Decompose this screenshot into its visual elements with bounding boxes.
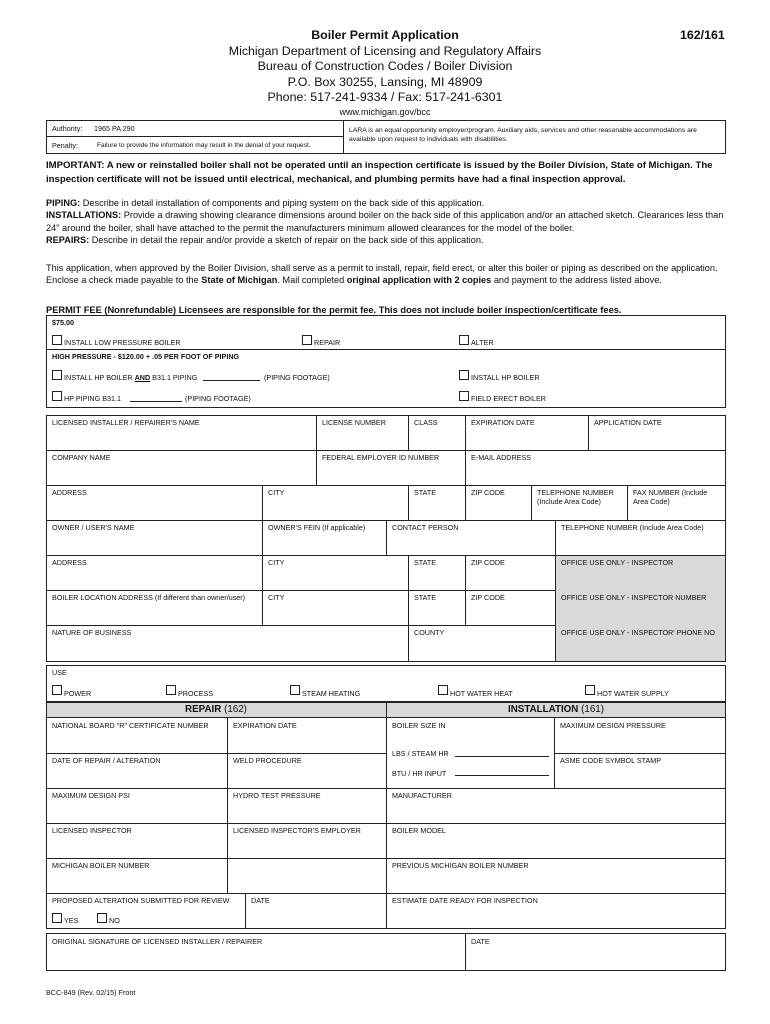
hydro-test-field[interactable]: HYDRO TEST PRESSURE	[233, 791, 321, 800]
proposed-yes-label: YES	[64, 916, 79, 925]
signature-date-field[interactable]: DATE	[471, 937, 490, 946]
btu-input-label: BTU / HR INPUT	[392, 769, 447, 778]
form-title: Boiler Permit Application	[311, 28, 459, 42]
application-date-field[interactable]: APPLICATION DATE	[594, 418, 662, 427]
hp-piping-label: HP PIPING B31.1	[64, 394, 121, 403]
repair-expiration-field[interactable]: EXPIRATION DATE	[233, 721, 297, 730]
install-low-label: INSTALL LOW PRESSURE BOILER	[64, 338, 181, 347]
company-name-field[interactable]: COMPANY NAME	[52, 453, 111, 462]
owner-city-field[interactable]: CITY	[268, 558, 285, 567]
authority-value: 1965 PA 290	[94, 124, 135, 133]
owner-zip-field[interactable]: ZIP CODE	[471, 558, 505, 567]
high-pressure-fee: HIGH PRESSURE - $120.00 + .05 PER FOOT OF PIPING	[52, 352, 240, 361]
owner-name-field[interactable]: OWNER / USER'S NAME	[52, 523, 135, 532]
max-design-pressure-field[interactable]: MAXIMUM DESIGN PRESSURE	[560, 721, 666, 730]
low-fee: $75.00	[52, 318, 74, 327]
install-hp-boiler-checkbox[interactable]	[459, 370, 469, 380]
permit-fee-heading: PERMIT FEE (Nonrefundable) Licensees are responsible for the permit fee. This does not include boiler inspection/certificate fees.	[46, 305, 622, 315]
lbs-steam-label: LBS / STEAM HR	[392, 749, 449, 758]
manufacturer-field[interactable]: MANUFACTURER	[392, 791, 452, 800]
license-number-field[interactable]: LICENSE NUMBER	[322, 418, 386, 427]
application-text: This application, when approved by the Boiler Division, shall serve as a permit to install, repair, field erect, or alter this boiler or piping as described on the application. Enclose a check made payable to the State of Michigan. Mail completed original application with 2 copies and payment to the address listed above.	[46, 263, 718, 286]
use-process-label: PROCESS	[178, 689, 214, 698]
location-zip-field[interactable]: ZIP CODE	[471, 593, 505, 602]
boiler-model-field[interactable]: BOILER MODEL	[392, 826, 446, 835]
max-design-psi-field[interactable]: MAXIMUM DESIGN PSI	[52, 791, 130, 800]
expiration-date-field[interactable]: EXPIRATION DATE	[471, 418, 535, 427]
hp-piping-checkbox[interactable]	[52, 391, 62, 401]
repair-checkbox[interactable]	[302, 335, 312, 345]
licensed-inspector-field[interactable]: LICENSED INSPECTOR	[52, 826, 132, 835]
office-use-area	[555, 556, 725, 661]
use-power-checkbox[interactable]	[52, 685, 62, 695]
city-field[interactable]: CITY	[268, 488, 285, 497]
hp-piping-footage-field[interactable]	[130, 394, 182, 402]
nb-certificate-field[interactable]: NATIONAL BOARD "R" CERTIFICATE NUMBER	[52, 721, 209, 730]
use-hot-water-supply-checkbox[interactable]	[585, 685, 595, 695]
boiler-location-field[interactable]: BOILER LOCATION ADDRESS (If different than owner/user)	[52, 593, 246, 602]
form-footer: BCC-849 (Rev. 02/15) Front	[46, 988, 136, 997]
proposed-no-label: NO	[109, 916, 120, 925]
penalty-value: Failure to provide the information may result in the denial of your request.	[97, 142, 311, 149]
proposed-no-checkbox[interactable]	[97, 913, 107, 923]
piping-footage-field[interactable]	[203, 373, 260, 381]
inspector-employer-field[interactable]: LICENSED INSPECTOR'S EMPLOYER	[233, 826, 361, 835]
use-hot-water-heat-label: HOT WATER HEAT	[450, 689, 513, 698]
piping-footage-label: (PIPING FOOTAGE)	[264, 373, 330, 382]
asme-stamp-field[interactable]: ASME CODE SYMBOL STAMP	[560, 756, 662, 765]
repair-label: REPAIR	[314, 338, 341, 347]
owner-address-field[interactable]: ADDRESS	[52, 558, 87, 567]
install-hp-piping-checkbox[interactable]	[52, 370, 62, 380]
address-field[interactable]: ADDRESS	[52, 488, 87, 497]
penalty-label: Penalty:	[52, 141, 78, 150]
install-low-checkbox[interactable]	[52, 335, 62, 345]
office-inspector: OFFICE USE ONLY - INSPECTOR	[561, 558, 674, 567]
btu-input-field[interactable]	[455, 767, 549, 776]
proposed-alteration-label: PROPOSED ALTERATION SUBMITTED FOR REVIEW	[52, 896, 230, 905]
hp-piping-footage-label: (PIPING FOOTAGE)	[185, 394, 251, 403]
zip-field[interactable]: ZIP CODE	[471, 488, 505, 497]
fax-field[interactable]: FAX NUMBER (Include Area Code)	[633, 488, 708, 506]
lara-notice: LARA is an equal opportunity employer/program. Auxiliary aids, services and other reasonable accommodations are available upon request to individuals with disabilities.	[349, 127, 697, 143]
nature-business-field[interactable]: NATURE OF BUSINESS	[52, 628, 132, 637]
installer-name-field[interactable]: LICENSED INSTALLER / REPAIRER'S NAME	[52, 418, 200, 427]
use-hot-water-supply-label: HOT WATER SUPPLY	[597, 689, 670, 698]
office-inspector-number: OFFICE USE ONLY - INSPECTOR NUMBER	[561, 593, 707, 602]
location-state-field[interactable]: STATE	[414, 593, 437, 602]
lbs-steam-field[interactable]	[455, 748, 549, 757]
proposed-yes-checkbox[interactable]	[52, 913, 62, 923]
use-power-label: POWER	[64, 689, 92, 698]
repair-title: REPAIR (162)	[185, 704, 247, 715]
form-code: 162/161	[680, 28, 725, 42]
website: www.michigan.gov/bcc	[339, 107, 431, 117]
use-label: USE	[52, 668, 67, 677]
authority-label: Authority:	[52, 124, 83, 133]
telephone-field[interactable]: TELEPHONE NUMBER (Include Area Code)	[537, 488, 614, 506]
class-field[interactable]: CLASS	[414, 418, 438, 427]
previous-boiler-number-field[interactable]: PREVIOUS MICHIGAN BOILER NUMBER	[392, 861, 529, 870]
michigan-boiler-number-field[interactable]: MICHIGAN BOILER NUMBER	[52, 861, 150, 870]
important-notice: IMPORTANT: A new or reinstalled boiler shall not be operated until an inspection certificate is issued by the Boiler Division, State of Michigan. The inspection certificate will not be issued until electrical, mechanical, and plumbing permits have had a final inspection approval.	[46, 160, 713, 185]
mailing-address: P.O. Box 30255, Lansing, MI 48909	[287, 75, 483, 89]
installation-title: INSTALLATION (161)	[508, 704, 604, 715]
instructions: PIPING: Describe in detail installation of components and piping system on the back side of this application. INSTALLATIONS: Provide a drawing showing clearance dimensions around boiler on the back side of this application and/or an attached sketch. Clearances less than 24" around the boiler, shall have attached to the permit the manufacturers minimum allowed clearances for the model of the boiler. REPAIRS: Describe in detail the repair and/or provide a sketch of repair on the back side of this application.	[46, 198, 724, 246]
alter-checkbox[interactable]	[459, 335, 469, 345]
install-hp-boiler-label: INSTALL HP BOILER	[471, 373, 540, 382]
field-erect-checkbox[interactable]	[459, 391, 469, 401]
state-field[interactable]: STATE	[414, 488, 437, 497]
owner-telephone-field[interactable]: TELEPHONE NUMBER (Include Area Code)	[561, 523, 704, 532]
bureau-name: Bureau of Construction Codes / Boiler Division	[257, 59, 513, 73]
phone-fax: Phone: 517-241-9334 / Fax: 517-241-6301	[267, 90, 503, 104]
signature-field[interactable]: ORIGINAL SIGNATURE OF LICENSED INSTALLER / REPAIRER	[52, 937, 263, 946]
use-process-checkbox[interactable]	[166, 685, 176, 695]
fein-field[interactable]: FEDERAL EMPLOYER ID NUMBER	[322, 453, 440, 462]
install-hp-piping-label: INSTALL HP BOILER AND B31.1 PIPING	[64, 373, 198, 382]
field-erect-label: FIELD ERECT BOILER	[471, 394, 546, 403]
proposed-date-field[interactable]: DATE	[251, 896, 270, 905]
office-inspector-phone: OFFICE USE ONLY - INSPECTOR' PHONE NO	[561, 628, 715, 637]
use-steam-heating-label: STEAM HEATING	[302, 689, 361, 698]
county-field[interactable]: COUNTY	[414, 628, 445, 637]
use-steam-heating-checkbox[interactable]	[290, 685, 300, 695]
location-city-field[interactable]: CITY	[268, 593, 285, 602]
alter-label: ALTER	[471, 338, 494, 347]
department-name: Michigan Department of Licensing and Regulatory Affairs	[228, 44, 542, 58]
weld-procedure-field[interactable]: WELD PROCEDURE	[233, 756, 302, 765]
use-hot-water-heat-checkbox[interactable]	[438, 685, 448, 695]
owner-state-field[interactable]: STATE	[414, 558, 437, 567]
date-of-repair-field[interactable]: DATE OF REPAIR / ALTERATION	[52, 756, 161, 765]
boiler-size-label: BOILER SIZE IN	[392, 721, 446, 730]
contact-person-field[interactable]: CONTACT PERSON	[392, 523, 459, 532]
owner-fein-field[interactable]: OWNER'S FEIN (If applicable)	[268, 523, 366, 532]
estimate-date-field[interactable]: ESTIMATE DATE READY FOR INSPECTION	[392, 896, 538, 905]
email-field[interactable]: E-MAIL ADDRESS	[471, 453, 532, 462]
